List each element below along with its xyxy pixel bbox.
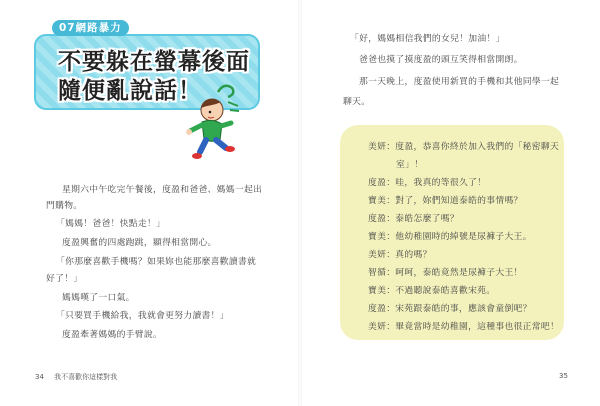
left-paragraph-line: 度盈興奮的四處跑跳，顯得相當開心。 — [62, 238, 217, 248]
right-paragraph-line: 那一天晚上，度盈使用新買的手機和其他同學一起 — [359, 77, 560, 87]
chapter-title-line-2: 隨便亂說話！ — [58, 78, 202, 104]
chapter-title-line-1: 不要躲在螢幕後面 — [58, 49, 250, 75]
right-paragraph-line: 爸爸也摸了摸度盈的頭互笑得相當開朗。 — [359, 55, 523, 65]
chat-line: 美妍：真的嗎？ — [368, 250, 432, 260]
left-paragraph-line: 門購物。 — [46, 201, 83, 211]
left-paragraph-line: 媽媽嘆了一口氣。 — [62, 293, 135, 303]
chat-transcript-box — [340, 125, 564, 340]
left-paragraph-line: 度盈牽著媽媽的手臂說。 — [62, 330, 163, 340]
chat-line: 寶美：不過聽說泰皓喜歡宋苑。 — [368, 286, 496, 296]
running-boy-illustration — [174, 78, 254, 164]
chat-line: 室」！ — [396, 160, 424, 170]
chat-line: 智循：呵呵，泰皓竟然是尿褲子大王！ — [368, 268, 523, 278]
right-page-number: 35 — [559, 372, 568, 380]
right-paragraph-line: 「好，媽媽相信我們的女兒！加油！」 — [350, 34, 505, 44]
left-paragraph-line: 「你那麼喜歡手機嗎？如果妳也能那麼喜歡讀書就 — [56, 257, 257, 267]
chat-line: 度盈：哇，我真的等很久了！ — [368, 178, 487, 188]
left-paragraph-line: 「只要買手機給我，我就會更努力讀書！」 — [56, 311, 229, 321]
chapter-badge: 07網路暴力 — [52, 20, 129, 36]
left-paragraph-line: 「媽媽！爸爸！快點走！」 — [56, 219, 166, 229]
left-page-number: 34 — [35, 373, 44, 381]
left-paragraph-line: 好了！」 — [46, 274, 83, 284]
chat-line: 度盈：宋苑跟泰皓的事，應該會童倒吧？ — [368, 304, 532, 314]
chat-line: 美妍：畢竟當時是幼稚園，這種事也很正常吧！ — [368, 322, 560, 332]
running-title: 我不喜歡你這樣對我 — [54, 373, 118, 381]
right-paragraph-line: 聊天。 — [343, 97, 371, 107]
page-gutter — [298, 0, 302, 406]
chat-line: 美妍：度盈，恭喜你終於加入我們的「秘密聊天 — [368, 142, 560, 152]
left-paragraph-line: 星期六中午吃完午餐後，度盈和爸爸、媽媽一起出 — [62, 185, 263, 195]
chat-line: 度盈：泰皓怎麼了嗎？ — [368, 214, 459, 224]
chat-line: 寶美：他幼稚園時的綽號是尿褲子大王。 — [368, 232, 532, 242]
left-page-footer — [35, 372, 117, 382]
chat-line: 寶美：對了，妳們知道泰皓的事情嗎？ — [368, 196, 523, 206]
